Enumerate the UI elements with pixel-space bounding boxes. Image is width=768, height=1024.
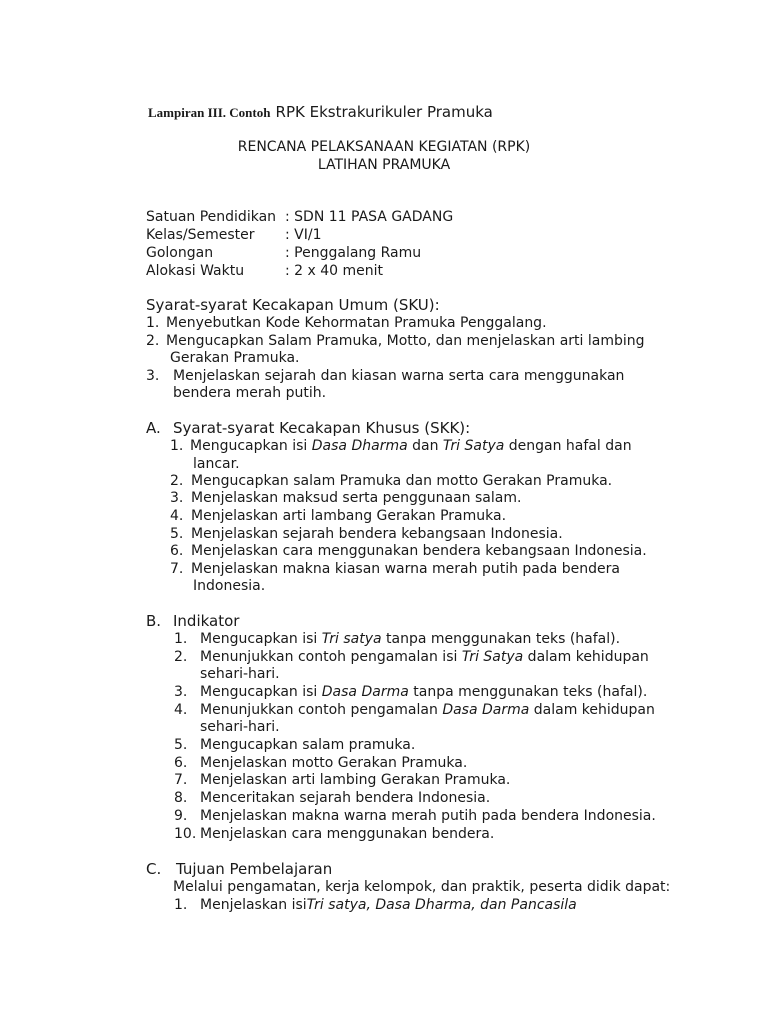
list-item-continuation: bendera merah putih. — [173, 385, 327, 401]
list-number: 2. — [146, 333, 160, 349]
list-number: 6. — [174, 755, 188, 771]
list-number: 2. — [170, 473, 184, 489]
list-item: Menceritakan sejarah bendera Indonesia. — [200, 790, 491, 806]
list-item: Menunjukkan contoh pengamalan isi Tri Satya dalam kehidupan — [200, 649, 649, 665]
identity-label: Satuan Pendidikan — [146, 209, 277, 225]
list-number: 3. — [174, 684, 188, 700]
list-item: Menjelaskan sejarah bendera kebangsaan Indonesia. — [191, 526, 563, 542]
list-number: 8. — [174, 790, 188, 806]
attachment-line — [148, 102, 493, 121]
list-item: Mengucapkan Salam Pramuka, Motto, dan menjelaskan arti lambing — [166, 333, 645, 349]
page-subtitle: LATIHAN PRAMUKA — [317, 157, 451, 173]
identity-value: : 2 x 40 menit — [285, 263, 384, 279]
list-number: 1. — [174, 631, 188, 647]
list-number: 7. — [170, 561, 184, 577]
list-item: Menjelaskan cara menggunakan bendera kebangsaan Indonesia. — [191, 543, 647, 559]
attachment-title: RPK Ekstrakurikuler Pramuka — [275, 103, 493, 121]
list-number: 4. — [170, 508, 184, 524]
list-item: Menjelaskan isiTri satya, Dasa Dharma, dan Pancasila — [200, 897, 577, 913]
list-item: Menjelaskan arti lambing Gerakan Pramuka. — [200, 772, 511, 788]
list-item: Mengucapkan salam pramuka. — [200, 737, 416, 753]
identity-label: Alokasi Waktu — [146, 263, 245, 279]
skk-heading: Syarat-syarat Kecakapan Khusus (SKK): — [173, 419, 471, 437]
list-item-continuation: Gerakan Pramuka. — [170, 350, 300, 366]
list-number: 1. — [174, 897, 188, 913]
page-title: RENCANA PELAKSANAAN KEGIATAN (RPK) — [237, 139, 531, 155]
section-letter: A. — [146, 419, 161, 437]
list-item: Menjelaskan arti lambang Gerakan Pramuka. — [191, 508, 507, 524]
list-item: Mengucapkan salam Pramuka dan motto Gerakan Pramuka. — [191, 473, 613, 489]
list-number: 2. — [174, 649, 188, 665]
identity-label: Golongan — [146, 245, 214, 261]
tujuan-intro: Melalui pengamatan, kerja kelompok, dan praktik, peserta didik dapat: — [173, 879, 671, 895]
list-number: 7. — [174, 772, 188, 788]
identity-value: : VI/1 — [285, 227, 322, 243]
attachment-prefix: Lampiran III. Contoh — [148, 105, 271, 120]
indikator-heading: Indikator — [173, 612, 240, 630]
list-number: 1. — [170, 438, 184, 454]
list-number: 4. — [174, 702, 188, 718]
list-item: Menyebutkan Kode Kehormatan Pramuka Penggalang. — [166, 315, 547, 331]
list-number: 9. — [174, 808, 188, 824]
tujuan-heading: Tujuan Pembelajaran — [176, 860, 333, 878]
list-item: Menjelaskan makna kiasan warna merah putih pada bendera — [191, 561, 620, 577]
list-number: 6. — [170, 543, 184, 559]
list-item-continuation: lancar. — [193, 456, 240, 472]
section-letter: C. — [146, 860, 162, 878]
list-item: Menjelaskan makna warna merah putih pada bendera Indonesia. — [200, 808, 656, 824]
sku-heading: Syarat-syarat Kecakapan Umum (SKU): — [146, 296, 440, 314]
identity-value: : Penggalang Ramu — [285, 245, 422, 261]
list-item: Menjelaskan sejarah dan kiasan warna serta cara menggunakan — [173, 368, 625, 384]
list-item-continuation: sehari-hari. — [200, 719, 280, 735]
list-item: Menunjukkan contoh pengamalan Dasa Darma dalam kehidupan — [200, 702, 655, 718]
list-item: Menjelaskan motto Gerakan Pramuka. — [200, 755, 468, 771]
list-item: Mengucapkan isi Dasa Darma tanpa menggunakan teks (hafal). — [200, 684, 648, 700]
identity-value: : SDN 11 PASA GADANG — [285, 209, 454, 225]
list-number: 3. — [170, 490, 184, 506]
list-item-continuation: sehari-hari. — [200, 666, 280, 682]
list-item: Menjelaskan maksud serta penggunaan salam. — [191, 490, 522, 506]
list-item: Mengucapkan isi Dasa Dharma dan Tri Satya dengan hafal dan — [190, 438, 632, 454]
section-letter: B. — [146, 612, 162, 630]
list-number: 3. — [146, 368, 160, 384]
list-number: 10. — [174, 826, 197, 842]
list-item: Mengucapkan isi Tri satya tanpa menggunakan teks (hafal). — [200, 631, 621, 647]
list-number: 5. — [170, 526, 184, 542]
list-item: Menjelaskan cara menggunakan bendera. — [200, 826, 495, 842]
list-number: 1. — [146, 315, 160, 331]
identity-label: Kelas/Semester — [146, 227, 255, 243]
list-number: 5. — [174, 737, 188, 753]
list-item-continuation: Indonesia. — [193, 578, 266, 594]
